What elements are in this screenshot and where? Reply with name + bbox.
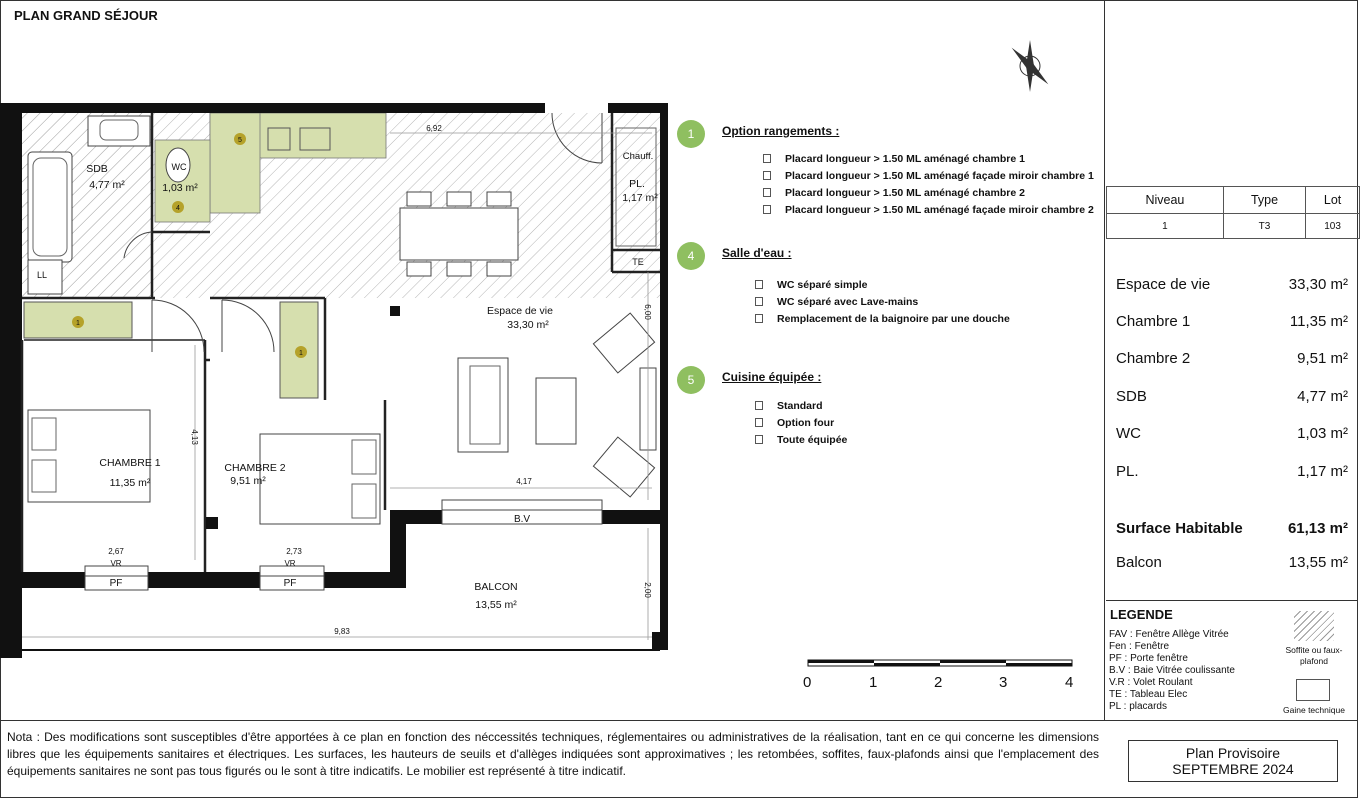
room-chauff: Chauff. [622, 151, 654, 162]
lot-header-lot: Lot [1306, 187, 1360, 214]
plan-title: PLAN GRAND SÉJOUR [14, 8, 158, 23]
dim-chambre1-width: 2,67 [108, 547, 124, 556]
room-ll: LL [36, 270, 48, 280]
bed-chambre2 [260, 434, 380, 524]
surface-habitable-row: Surface Habitable 61,13 m² [1116, 520, 1348, 537]
room-pl-area: 1,17 m² [622, 192, 658, 204]
technical-shaft [390, 306, 400, 316]
option-title: Option rangements : [722, 124, 840, 138]
dining-table [400, 208, 518, 260]
compass-icon [1009, 40, 1051, 92]
bathtub [28, 152, 72, 262]
lot-value-type: T3 [1223, 214, 1305, 239]
option-number-badge: 5 [677, 366, 705, 394]
note-text: Nota : Des modifications sont susceptibles d'être apportées à ce plan en fonction des néccessités techniques, réglementaires ou administratives de la réalisation, tant en ce qui concerne les dimensions libres que les équipements sanitaires et électriques. Les surfaces, les hauteurs de seuils et d'allèges indiquées sont approximatives ; les retombées, soffites, faux-plafonds ainsi que l'emplacement des équipements sanitaires ne sont pas tous figurés ou le sont à titre indicatifs. Le mobilier est représenté à titre indicatif. [7, 730, 1099, 778]
dim-balcon-depth: 2,00 [643, 582, 652, 598]
room-wc-name: WC [171, 162, 187, 172]
checkbox[interactable] [755, 297, 763, 306]
room-chambre1-name: CHAMBRE 1 [99, 457, 161, 469]
gaine-label: Gaine technique [1283, 705, 1345, 715]
marker-4-wc: 4 [176, 205, 180, 212]
option-item[interactable]: Toute équipée [755, 431, 847, 448]
opening-bv: B.V [513, 514, 531, 525]
legend-item: V.R : Volet Roulant [1109, 677, 1193, 688]
checkbox[interactable] [755, 401, 763, 410]
room-chambre2-area: 9,51 m² [230, 475, 266, 487]
legend-item: FAV : Fenêtre Allège Vitrée [1109, 629, 1229, 640]
balcon-surface-row: Balcon 13,55 m² [1116, 554, 1348, 571]
checkbox[interactable] [763, 188, 771, 197]
option-item[interactable]: WC séparé avec Lave-mains [755, 293, 1010, 310]
room-te: TE [632, 257, 644, 267]
legend-item: PL : placards [1109, 701, 1167, 712]
surface-row: SDB 4,77 m² [1116, 388, 1348, 405]
checkbox[interactable] [755, 435, 763, 444]
room-chambre1-area: 11,35 m² [109, 477, 151, 489]
option-item[interactable]: WC séparé simple [755, 276, 1010, 293]
armchair-top [593, 313, 654, 373]
scale-label: 2 [934, 674, 943, 691]
provisional-line1: Plan Provisoire [1185, 745, 1281, 761]
legend-item: Fen : Fenêtre [1109, 641, 1170, 652]
legend-item: PF : Porte fenêtre [1109, 653, 1188, 664]
room-pl-name: PL. [629, 178, 645, 190]
provisional-stamp [1128, 740, 1338, 782]
opening-pf-chambre1: PF [109, 578, 123, 589]
lot-value-lot: 103 [1306, 214, 1360, 239]
technical-shaft-2 [206, 517, 218, 529]
legend-item: B.V : Baie Vitrée coulissante [1109, 665, 1235, 676]
option-item[interactable]: Placard longueur > 1.50 ML aménagé façade miroir chambre 2 [763, 201, 1094, 218]
legend-title: LEGENDE [1110, 607, 1173, 622]
option-item[interactable]: Option four [755, 414, 847, 431]
lot-header-niveau: Niveau [1107, 187, 1224, 214]
room-balcon-name: BALCON [474, 581, 518, 593]
coffee-table [536, 378, 576, 444]
opening-vr-chambre2: VR [284, 559, 296, 568]
room-espace-name: Espace de vie [487, 305, 553, 317]
gaine-swatch [1296, 679, 1330, 701]
legend-item: TE : Tableau Elec [1109, 689, 1188, 700]
option-title: Salle d'eau : [722, 246, 792, 260]
surface-row: Chambre 1 11,35 m² [1116, 313, 1348, 330]
room-espace-area: 33,30 m² [507, 319, 549, 331]
room-balcon-area: 13,55 m² [475, 599, 517, 611]
checkbox[interactable] [763, 171, 771, 180]
option-item[interactable]: Standard [755, 397, 847, 414]
room-sdb-name: SDB [86, 163, 108, 175]
room-sdb-area: 4,77 m² [89, 179, 125, 191]
scale-label: 3 [999, 674, 1008, 691]
option-item[interactable]: Placard longueur > 1.50 ML aménagé chambre 1 [763, 150, 1094, 167]
room-chambre2-name: CHAMBRE 2 [224, 462, 286, 474]
marker-1-chambre1: 1 [76, 320, 80, 327]
opening-vr-chambre1: VR [110, 559, 122, 568]
room-wc-area: 1,03 m² [162, 182, 198, 194]
dim-bv-width: 4,17 [516, 477, 532, 486]
soffite-swatch [1294, 611, 1334, 641]
scale-label: 4 [1065, 674, 1074, 691]
opening-pf-chambre2: PF [283, 578, 297, 589]
marker-1-chambre2: 1 [299, 350, 303, 357]
dim-living-depth: 6,00 [643, 304, 652, 320]
checkbox[interactable] [755, 280, 763, 289]
dim-chambre2-width: 2,73 [286, 547, 302, 556]
scale-label: 1 [869, 674, 878, 691]
lot-table [1106, 186, 1360, 239]
surface-row: WC 1,03 m² [1116, 425, 1348, 442]
surface-row: Chambre 2 9,51 m² [1116, 350, 1348, 367]
dim-total-width: 9,83 [334, 627, 350, 636]
checkbox[interactable] [763, 205, 771, 214]
scale-label: 0 [803, 674, 812, 691]
dim-width-top: 6,92 [426, 124, 442, 133]
provisional-line2: SEPTEMBRE 2024 [1172, 761, 1294, 777]
option-title: Cuisine équipée : [722, 370, 822, 384]
checkbox[interactable] [755, 314, 763, 323]
option-item[interactable]: Remplacement de la baignoire par une douche [755, 310, 1010, 327]
legend [1106, 600, 1358, 721]
lot-value-niveau: 1 [1107, 214, 1224, 239]
surface-row: PL. 1,17 m² [1116, 463, 1348, 480]
soffite-label: Soffite ou faux-plafond [1285, 645, 1343, 666]
scale-bar [808, 660, 1072, 666]
dim-chambre-depth: 4,13 [190, 429, 199, 445]
kitchen-option-zone-side [210, 113, 260, 213]
option-item[interactable]: Placard longueur > 1.50 ML aménagé chambre 2 [763, 184, 1094, 201]
checkbox[interactable] [763, 154, 771, 163]
option-number-badge: 1 [677, 120, 705, 148]
checkbox[interactable] [755, 418, 763, 427]
option-item[interactable]: Placard longueur > 1.50 ML aménagé façade miroir chambre 1 [763, 167, 1094, 184]
surface-row: Espace de vie 33,30 m² [1116, 276, 1348, 293]
marker-5-kitchen: 5 [238, 137, 242, 144]
option-number-badge: 4 [677, 242, 705, 270]
lot-header-type: Type [1223, 187, 1305, 214]
